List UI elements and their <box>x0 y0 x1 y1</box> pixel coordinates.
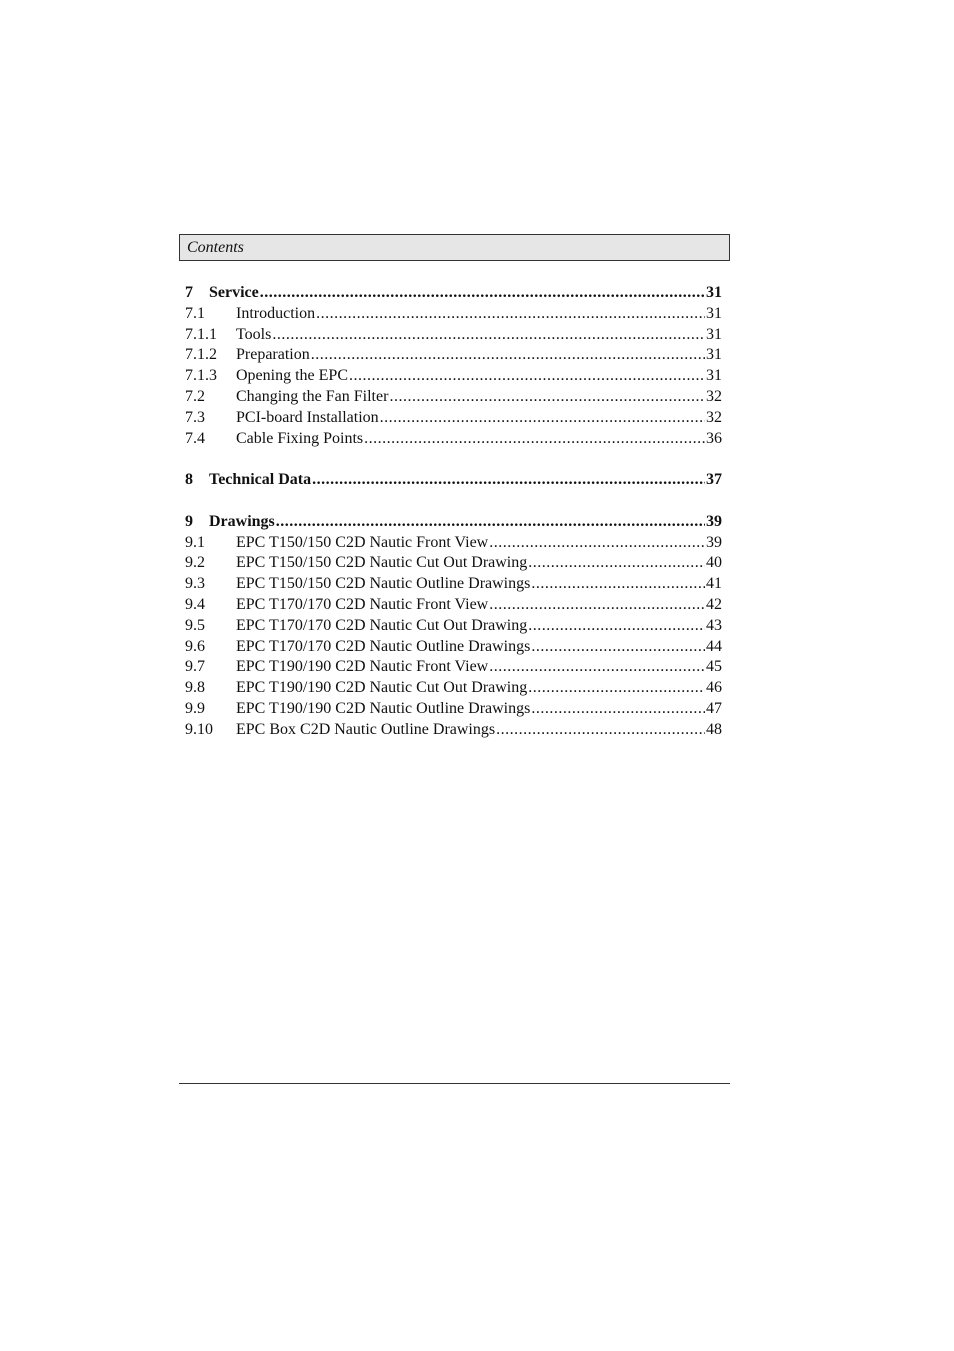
toc-page-number: 32 <box>706 408 722 426</box>
toc-title: PCI-board Installation <box>236 408 379 426</box>
toc-entry[interactable] <box>185 720 722 741</box>
toc-dot-leader <box>389 387 705 408</box>
toc-number: 7.1.1 <box>185 325 217 343</box>
toc-number: 7.2 <box>185 387 205 405</box>
toc-title: EPC T150/150 C2D Nautic Front View <box>236 533 489 551</box>
toc-spacer <box>185 491 722 512</box>
toc-title: EPC T150/150 C2D Nautic Cut Out Drawing <box>236 554 528 572</box>
toc-entry[interactable] <box>185 699 722 720</box>
toc-entry[interactable] <box>185 657 722 678</box>
toc-number: 7 <box>185 284 193 301</box>
toc-number: 7.4 <box>185 429 205 447</box>
toc-entry[interactable] <box>185 616 722 637</box>
toc-title: Service <box>209 284 259 301</box>
toc-number: 9.10 <box>185 720 213 738</box>
toc-entry[interactable] <box>185 553 722 574</box>
toc-title: Drawings <box>209 512 275 530</box>
toc-number: 7.1 <box>185 304 205 322</box>
toc-page-number: 39 <box>706 512 722 530</box>
toc-chapter-service[interactable] <box>185 283 722 304</box>
toc-title: EPC T190/190 C2D Nautic Cut Out Drawing <box>236 679 528 697</box>
toc-page-number: 31 <box>706 367 722 385</box>
toc-entry[interactable] <box>185 595 722 616</box>
toc-entry[interactable] <box>185 678 722 699</box>
toc-page-number: 32 <box>706 387 722 405</box>
toc-dot-leader <box>316 304 705 325</box>
toc-dot-leader <box>528 553 705 574</box>
toc-dot-leader <box>489 595 705 616</box>
toc-number: 7.1.3 <box>185 367 217 385</box>
toc-title: EPC T150/150 C2D Nautic Outline Drawings <box>236 575 531 593</box>
toc-dot-leader <box>496 720 705 741</box>
toc-entry[interactable] <box>185 429 722 450</box>
toc-page-number: 48 <box>706 720 722 738</box>
toc-dot-leader <box>528 678 705 699</box>
toc-number: 9.5 <box>185 616 205 634</box>
toc-dot-leader <box>349 366 705 387</box>
toc-title: Tools <box>236 325 272 343</box>
toc-page-number: 45 <box>706 658 722 676</box>
toc-number: 9.3 <box>185 575 205 593</box>
toc-entry[interactable] <box>185 366 722 387</box>
toc-page-number: 40 <box>706 554 722 572</box>
toc-number: 8 <box>185 471 193 489</box>
toc-dot-leader <box>311 345 705 366</box>
toc-entry[interactable] <box>185 637 722 658</box>
toc-title: Changing the Fan Filter <box>236 387 389 405</box>
toc-number: 9 <box>185 512 193 530</box>
toc-number: 7.3 <box>185 408 205 426</box>
toc-page-number: 44 <box>706 637 722 655</box>
toc-entry[interactable] <box>185 325 722 346</box>
toc-dot-leader <box>489 533 705 554</box>
toc-entry[interactable] <box>185 345 722 366</box>
toc-chapter-technical-data[interactable] <box>185 470 722 491</box>
toc-page-number: 39 <box>706 533 722 551</box>
toc-title: EPC T190/190 C2D Nautic Front View <box>236 658 489 676</box>
toc-number: 9.6 <box>185 637 205 655</box>
toc-page-number: 41 <box>706 575 722 593</box>
toc-title: EPC T170/170 C2D Nautic Outline Drawings <box>236 637 531 655</box>
toc-chapter-drawings[interactable] <box>185 512 722 533</box>
toc-page-number: 42 <box>706 595 722 613</box>
table-of-contents <box>185 283 722 741</box>
toc-number: 9.7 <box>185 658 205 676</box>
toc-dot-leader <box>531 637 705 658</box>
toc-dot-leader <box>489 657 705 678</box>
toc-dot-leader <box>312 470 705 491</box>
toc-page-number: 31 <box>706 325 722 343</box>
toc-dot-leader <box>528 616 705 637</box>
toc-title: Cable Fixing Points <box>236 429 364 447</box>
toc-page-number: 47 <box>706 699 722 717</box>
toc-number: 9.1 <box>185 533 205 551</box>
toc-entry[interactable] <box>185 304 722 325</box>
toc-page-number: 31 <box>706 304 722 322</box>
toc-page-number: 43 <box>706 616 722 634</box>
toc-dot-leader <box>364 429 705 450</box>
toc-entry[interactable] <box>185 574 722 595</box>
toc-title: EPC Box C2D Nautic Outline Drawings <box>236 720 496 738</box>
toc-title: Introduction <box>236 304 316 322</box>
toc-dot-leader <box>380 408 705 429</box>
toc-number: 9.9 <box>185 699 205 717</box>
toc-number: 7.1.2 <box>185 346 217 364</box>
toc-page-number: 46 <box>706 679 722 697</box>
contents-header-box <box>179 234 730 261</box>
toc-dot-leader <box>260 283 705 304</box>
toc-spacer <box>185 449 722 470</box>
footer-rule <box>179 1083 730 1084</box>
toc-dot-leader <box>276 512 705 533</box>
toc-entry[interactable] <box>185 408 722 429</box>
toc-number: 9.4 <box>185 595 205 613</box>
toc-title: EPC T170/170 C2D Nautic Cut Out Drawing <box>236 616 528 634</box>
toc-page-number: 37 <box>706 471 722 489</box>
toc-dot-leader <box>272 325 705 346</box>
toc-title: Opening the EPC <box>236 367 348 385</box>
contents-header-title: Contents <box>187 239 244 256</box>
toc-title: Technical Data <box>209 471 312 489</box>
toc-number: 9.2 <box>185 554 205 572</box>
toc-title: EPC T190/190 C2D Nautic Outline Drawings <box>236 699 531 717</box>
toc-page-number: 31 <box>706 284 722 301</box>
toc-dot-leader <box>531 699 705 720</box>
toc-entry[interactable] <box>185 533 722 554</box>
toc-title: Preparation <box>236 346 310 364</box>
toc-number: 9.8 <box>185 679 205 697</box>
toc-title: EPC T170/170 C2D Nautic Front View <box>236 595 489 613</box>
toc-dot-leader <box>531 574 705 595</box>
toc-entry[interactable] <box>185 387 722 408</box>
toc-page-number: 31 <box>706 346 722 364</box>
toc-page-number: 36 <box>706 429 722 447</box>
